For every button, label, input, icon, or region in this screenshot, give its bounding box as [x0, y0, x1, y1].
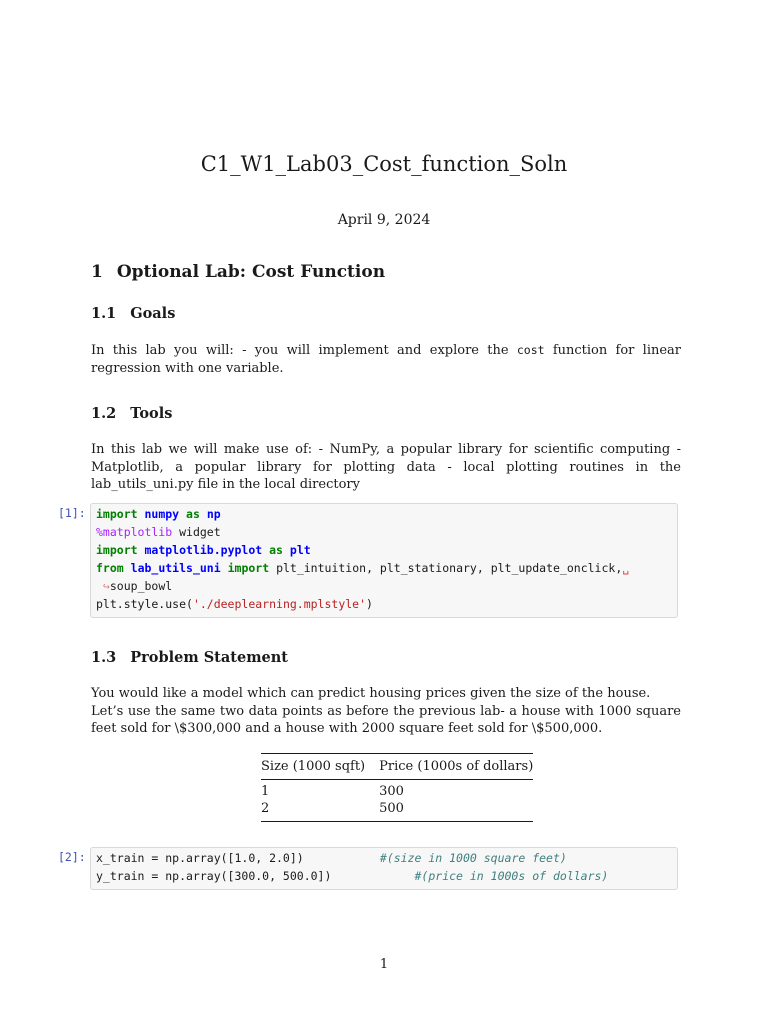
code-padding — [331, 869, 414, 883]
section-number: 1.3 — [91, 649, 117, 666]
code-line — [91, 577, 677, 595]
section-number: 1.1 — [91, 305, 117, 322]
line-continuation-icon: ␣ — [622, 561, 630, 575]
code-comment: #(price in 1000s of dollars) — [414, 869, 609, 883]
section-heading-goals — [91, 305, 175, 322]
code-module: lab_utils_uni — [130, 561, 221, 575]
code-text: y_train = np.array([300.0, 500.0]) — [96, 869, 332, 883]
code-line — [91, 505, 677, 523]
section-number: 1.2 — [91, 405, 117, 422]
table-cell: 500 — [379, 801, 404, 816]
continuation-arrow-icon: ↪ — [102, 579, 110, 593]
code-keyword: as — [186, 507, 200, 521]
code-magic: %matplotlib — [96, 525, 173, 539]
goals-text-end: function for linear regression with one variable. — [91, 343, 682, 376]
section-title: Tools — [130, 405, 173, 422]
code-line — [91, 867, 677, 885]
data-table — [261, 753, 533, 822]
code-keyword: import — [227, 561, 270, 575]
code-string: './deeplearning.mplstyle' — [192, 597, 367, 611]
table-cell: 1 — [261, 784, 270, 799]
table-row — [261, 800, 533, 822]
cell-prompt: [1]: — [58, 506, 86, 520]
code-comment: #(size in 1000 square feet) — [379, 851, 567, 865]
code-keyword: as — [269, 543, 283, 557]
code-line — [91, 595, 677, 613]
section-heading-tools — [91, 405, 172, 422]
code-cell-1[interactable] — [90, 503, 678, 618]
code-line — [91, 523, 677, 541]
code-padding — [304, 851, 380, 865]
code-module: numpy — [144, 507, 180, 521]
code-line — [91, 559, 677, 577]
data-table-wrapper — [261, 753, 533, 822]
document-date: April 9, 2024 — [337, 212, 431, 228]
table-header: Size (1000 sqft) — [261, 759, 366, 774]
section-title: Goals — [130, 305, 176, 322]
document-title: C1_W1_Lab03_Cost_function_Soln — [200, 152, 568, 176]
code-cell-2[interactable] — [90, 847, 678, 890]
inline-code-cost: cost — [516, 343, 545, 357]
problem-paragraph — [91, 685, 681, 738]
cell-prompt: [2]: — [58, 850, 86, 864]
code-keyword: from — [96, 561, 124, 575]
code-keyword: import — [96, 507, 138, 521]
code-text: plt.style.use( — [96, 597, 193, 611]
goals-text: In this lab you will: - you will implement and explore the — [91, 343, 517, 358]
code-line — [91, 541, 677, 559]
table-cell: 300 — [379, 784, 404, 799]
table-row — [261, 780, 533, 801]
code-text: widget — [172, 525, 221, 539]
tools-paragraph: In this lab we will make use of: - NumPy, a popular library for scientific computing - Matplotlib, a popular library for plotting data - local plotting routines in the lab_utils_uni.py file in the local directory — [91, 442, 681, 492]
table-cell: 2 — [261, 801, 270, 816]
code-alias: plt — [289, 543, 311, 557]
code-text: x_train = np.array([1.0, 2.0]) — [96, 851, 304, 865]
table-header: Price (1000s of dollars) — [379, 759, 534, 774]
section-heading-1 — [91, 262, 385, 282]
section-title: Optional Lab: Cost Function — [116, 262, 386, 282]
code-module: matplotlib.pyplot — [144, 543, 263, 557]
goals-paragraph — [91, 342, 681, 377]
code-alias: np — [206, 507, 221, 521]
code-keyword: import — [96, 543, 138, 557]
code-line — [91, 849, 677, 867]
section-heading-problem — [91, 649, 288, 666]
section-number: 1 — [91, 262, 103, 282]
code-text: plt_intuition, plt_stationary, plt_update_onclick, — [269, 561, 623, 575]
problem-line: You would like a model which can predict housing prices given the size of the house. — [91, 686, 651, 701]
code-text: soup_bowl — [109, 579, 173, 593]
problem-line: Let’s use the same two data points as before the previous lab- a house with 1000 square feet sold for \$300,000 and a house with 2000 square feet sold for \$500,000. — [91, 703, 681, 736]
code-text: ) — [366, 597, 373, 611]
section-title: Problem Statement — [130, 649, 289, 666]
page-number: 1 — [379, 957, 389, 972]
